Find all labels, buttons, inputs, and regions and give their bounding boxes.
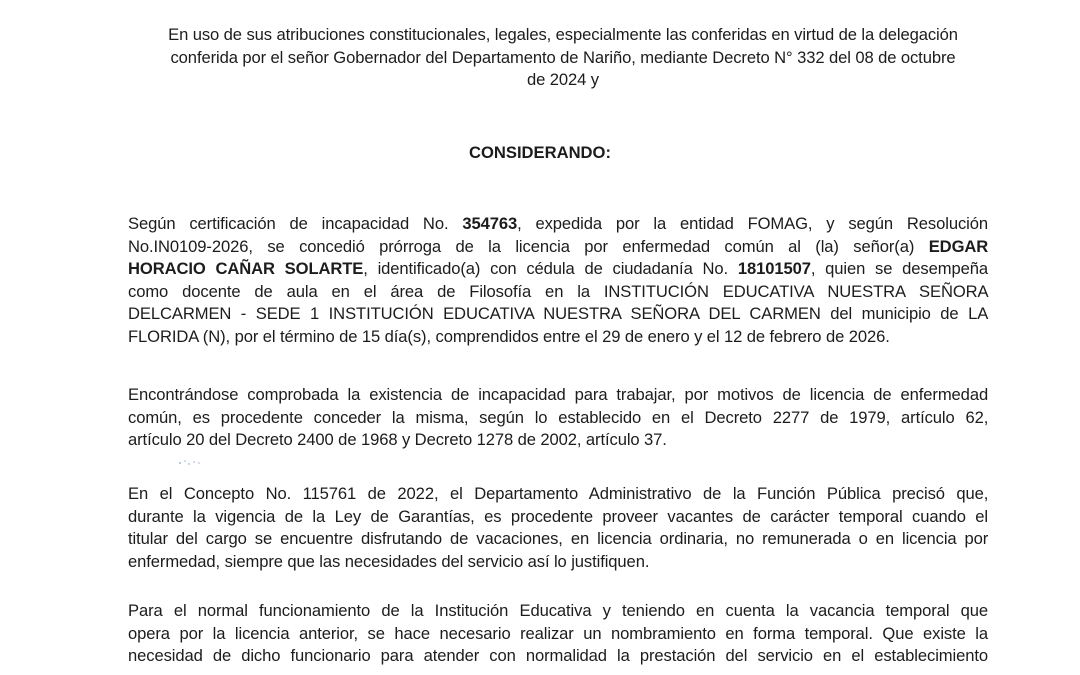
intro-line: de 2024 y xyxy=(527,70,599,89)
text-run: , identificado(a) con cédula de ciudadanía No. xyxy=(363,259,738,278)
paragraph-line: como docente de aula en el área de Filosofía en la INSTITUCIÓN EDUCATIVA NUESTRA SEÑORA xyxy=(128,281,989,301)
intro-line: conferida por el señor Gobernador del Departamento de Nariño, mediante Decreto N° 332 del 08 de octubre xyxy=(170,47,956,67)
certificate-number: 354763 xyxy=(462,214,518,233)
paragraph-line: Para el normal funcionamiento de la Institución Educativa y teniendo en cuenta la vacancia temporal que xyxy=(128,601,988,620)
section-heading: CONSIDERANDO: xyxy=(469,143,611,162)
paragraph-line: Encontrándose comprobada la existencia de incapacidad para trabajar, por motivos de licencia de enfermedad xyxy=(128,385,989,404)
paragraph-line xyxy=(128,236,988,259)
text-run: Según certificación de incapacidad No. xyxy=(128,214,463,233)
person-name-part: HORACIO CAÑAR SOLARTE xyxy=(128,259,364,278)
paragraph-line: necesidad de dicho funcionario para atender con normalidad la prestación del servicio en el establecimiento xyxy=(128,646,988,665)
paragraph-appointment xyxy=(128,600,988,668)
paragraph-line: titular del cargo se encuentre disfrutando de vacaciones, en licencia ordinaria, no remunerada o en licencia por xyxy=(128,529,989,548)
paragraph-line: DELCARMEN - SEDE 1 INSTITUCIÓN EDUCATIVA NUESTRA SEÑORA DEL CARMEN del municipio de LA xyxy=(128,304,989,323)
paragraph-line: común, es procedente conceder la misma, según lo establecido en el Decreto 2277 de 1979, artículo 62, xyxy=(128,407,989,427)
id-number: 18101507 xyxy=(737,259,811,278)
text-run: , expedida por la entidad FOMAG, y según Resolución xyxy=(517,214,988,233)
paragraph-line: enfermedad, siempre que las necesidades del servicio así lo justifiquen. xyxy=(128,551,650,571)
paragraph-line: opera por la licencia anterior, se hace necesario realizar un nombramiento en forma temporal. Que existe la xyxy=(128,623,988,643)
text-run: No.IN0109-2026, se concedió prórroga de la licencia por enfermedad común al (la) señor(a) xyxy=(128,236,929,256)
paragraph-concept xyxy=(128,483,988,573)
paragraph-legal-basis xyxy=(128,384,988,452)
paragraph-line xyxy=(128,258,988,281)
text-run: , quien se desempeña xyxy=(810,259,988,278)
intro-paragraph xyxy=(138,24,988,92)
paragraph-line: artículo 20 del Decreto 2400 de 1968 y Decreto 1278 de 2002, artículo 37. xyxy=(128,430,667,449)
scan-speck xyxy=(176,457,204,469)
paragraph-line: FLORIDA (N), por el término de 15 día(s), comprendidos entre el 29 de enero y el 12 de febrero de 2026. xyxy=(128,326,890,346)
intro-line: En uso de sus atribuciones constitucionales, legales, especialmente las conferidas en virtud de la delegación xyxy=(168,25,958,44)
paragraph-line xyxy=(128,213,988,236)
paragraph-line: En el Concepto No. 115761 de 2022, el Departamento Administrativo de la Función Pública precisó que, xyxy=(128,484,989,503)
person-name-part: EDGAR xyxy=(928,236,989,256)
paragraph-incapacity xyxy=(128,213,988,348)
paragraph-line: durante la vigencia de la Ley de Garantías, es procedente proveer vacantes de carácter temporal cuando el xyxy=(128,506,988,526)
